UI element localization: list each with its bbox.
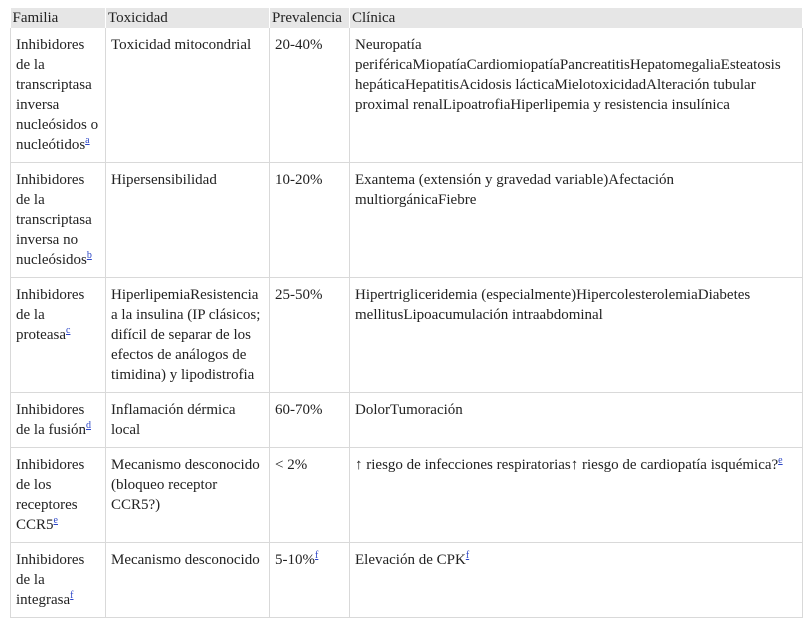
table-row xyxy=(11,543,803,618)
cell-toxicidad-text: Inflamación dérmica local xyxy=(111,402,236,438)
cell-familia xyxy=(11,393,106,448)
cell-prevalencia-text: 5-10% xyxy=(275,552,315,568)
table-row xyxy=(11,278,803,393)
cell-clinica xyxy=(350,28,803,163)
cell-clinica-text: Neuropatía periféricaMiopatíaCardiomiopatíaPancreatitisHepatomegaliaEsteatosis hepáticaHepatitisAcidosis lácticaMielotoxicidadAlteración tubular proximal renalLipoatrofiaHiperlipemia y resistencia insulínica xyxy=(355,37,781,113)
footnote-link[interactable]: a xyxy=(85,135,90,146)
cell-toxicidad xyxy=(106,163,270,278)
cell-clinica-text: DolorTumoración xyxy=(355,402,463,418)
cell-toxicidad-text: Toxicidad mitocondrial xyxy=(111,37,252,53)
table-body xyxy=(11,28,803,618)
table-row xyxy=(11,393,803,448)
cell-toxicidad-text: HiperlipemiaResistencia a la insulina (IP clásicos; difícil de separar de los efectos de análogos de timidina) y lipodistrofia xyxy=(111,287,261,383)
cell-familia xyxy=(11,543,106,618)
cell-prevalencia-text: 10-20% xyxy=(275,172,323,188)
table-row xyxy=(11,28,803,163)
cell-prevalencia-text: 20-40% xyxy=(275,37,323,53)
cell-familia xyxy=(11,163,106,278)
cell-toxicidad-text: Hipersensibilidad xyxy=(111,172,217,188)
cell-prevalencia xyxy=(270,543,350,618)
header-toxicidad: Toxicidad xyxy=(106,8,270,28)
cell-toxicidad xyxy=(106,448,270,543)
cell-prevalencia xyxy=(270,393,350,448)
cell-clinica xyxy=(350,163,803,278)
table-row xyxy=(11,448,803,543)
table-row xyxy=(11,163,803,278)
cell-toxicidad xyxy=(106,393,270,448)
cell-familia-text: Inhibidores de la integrasa xyxy=(16,552,85,608)
cell-clinica-text: Elevación de CPK xyxy=(355,552,466,568)
cell-prevalencia xyxy=(270,163,350,278)
cell-prevalencia-text: < 2% xyxy=(275,457,308,473)
cell-clinica xyxy=(350,448,803,543)
cell-prevalencia-text: 60-70% xyxy=(275,402,323,418)
cell-familia-text: Inhibidores de la proteasa xyxy=(16,287,85,343)
cell-familia-text: Inhibidores de los receptores CCR5 xyxy=(16,457,85,533)
cell-familia xyxy=(11,448,106,543)
cell-familia-text: Inhibidores de la transcriptasa inversa nucleósidos o nucleótidos xyxy=(16,37,99,153)
cell-clinica xyxy=(350,393,803,448)
cell-prevalencia xyxy=(270,448,350,543)
cell-clinica-text: Hipertrigliceridemia (especialmente)HipercolesterolemiaDiabetes mellitusLipoacumulación intraabdominal xyxy=(355,287,751,323)
cell-toxicidad xyxy=(106,28,270,163)
footnote-link[interactable]: f xyxy=(465,550,470,561)
cell-toxicidad xyxy=(106,543,270,618)
footnote-link[interactable]: c xyxy=(65,325,71,336)
cell-toxicidad-text: Mecanismo desconocido xyxy=(111,552,260,568)
header-familia: Familia xyxy=(11,8,106,28)
cell-familia-text: Inhibidores de la fusión xyxy=(16,402,86,438)
cell-prevalencia-text: 25-50% xyxy=(275,287,323,303)
footnote-link[interactable]: b xyxy=(86,250,92,261)
table-header xyxy=(11,8,803,28)
cell-clinica xyxy=(350,543,803,618)
cell-familia xyxy=(11,28,106,163)
cell-toxicidad-text: Mecanismo desconocido (bloqueo receptor CCR5?) xyxy=(111,457,260,513)
footnote-link[interactable]: f xyxy=(315,550,319,561)
cell-clinica-text: ↑ riesgo de infecciones respiratorias↑ riesgo de cardiopatía isquémica? xyxy=(355,457,779,473)
header-prevalencia: Prevalencia xyxy=(270,8,350,28)
toxicity-table xyxy=(10,8,803,618)
cell-clinica xyxy=(350,278,803,393)
footnote-link[interactable]: f xyxy=(70,590,74,601)
cell-familia xyxy=(11,278,106,393)
cell-clinica-text: Exantema (extensión y gravedad variable)Afectación multiorgánicaFiebre xyxy=(355,172,675,208)
cell-toxicidad xyxy=(106,278,270,393)
cell-prevalencia xyxy=(270,28,350,163)
cell-prevalencia xyxy=(270,278,350,393)
footnote-link[interactable]: d xyxy=(85,420,91,431)
cell-familia-text: Inhibidores de la transcriptasa inversa no nucleósidos xyxy=(16,172,92,268)
footnote-link[interactable]: e xyxy=(53,515,58,526)
footnote-link[interactable]: e xyxy=(778,455,783,466)
header-clinica: Clínica xyxy=(350,8,803,28)
